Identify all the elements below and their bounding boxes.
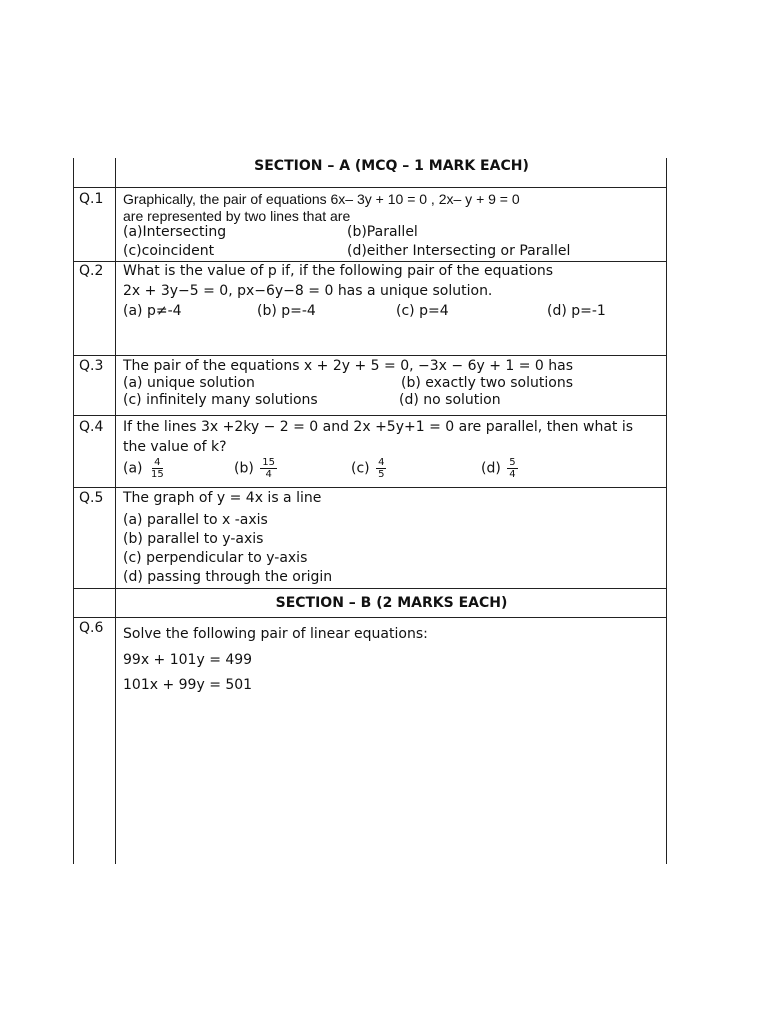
question-text: The pair of the equations x + 2y + 5 = 0, −3x − 6y + 1 = 0 has xyxy=(123,358,574,374)
option-c: (c) infinitely many solutions xyxy=(123,392,318,408)
fraction-numerator: 4 xyxy=(378,457,385,468)
fraction xyxy=(376,457,386,480)
question-text: 2x + 3y−5 = 0, px−6y−8 = 0 has a unique solution. xyxy=(123,283,493,299)
option-label: (a) xyxy=(123,460,143,477)
option-a xyxy=(123,457,168,480)
fraction xyxy=(149,457,166,480)
question-number: Q.1 xyxy=(79,191,104,207)
fraction-numerator: 4 xyxy=(154,457,161,468)
row-divider xyxy=(73,588,667,589)
section-a-title: SECTION – A (MCQ – 1 MARK EACH) xyxy=(254,158,529,174)
option-b: (b) parallel to y-axis xyxy=(123,531,264,547)
fraction-numerator: 5 xyxy=(509,457,516,468)
equation: 99x + 101y = 499 xyxy=(123,652,253,668)
fraction-denominator: 15 xyxy=(150,469,164,480)
option-a: (a) unique solution xyxy=(123,375,255,391)
equation: 101x + 99y = 501 xyxy=(123,677,253,693)
question-text: Graphically, the pair of equations 6x– 3y + 10 = 0 , 2x– y + 9 = 0 xyxy=(123,191,520,207)
table-right-border xyxy=(666,158,667,590)
fraction-denominator: 4 xyxy=(509,469,516,480)
table-right-border-lower xyxy=(666,588,667,864)
option-a: (a) p≠-4 xyxy=(123,303,182,319)
table-left-border xyxy=(73,158,74,864)
question-text: the value of k? xyxy=(123,439,227,455)
fraction xyxy=(260,457,277,480)
option-a: (a)Intersecting xyxy=(123,224,227,240)
question-table xyxy=(73,158,667,864)
option-b xyxy=(234,457,279,480)
option-d: (d)either Intersecting or Parallel xyxy=(347,243,571,259)
question-text: Solve the following pair of linear equations: xyxy=(123,626,428,642)
row-divider xyxy=(73,487,667,488)
question-text: If the lines 3x +2ky − 2 = 0 and 2x +5y+1 = 0 are parallel, then what is xyxy=(123,419,634,435)
fraction-denominator: 5 xyxy=(378,469,385,480)
option-b: (b) p=-4 xyxy=(257,303,316,319)
question-text: are represented by two lines that are xyxy=(123,208,351,224)
section-b-title: SECTION – B (2 MARKS EACH) xyxy=(275,595,508,611)
option-label: (c) xyxy=(351,460,370,477)
option-b: (b)Parallel xyxy=(347,224,418,240)
row-divider xyxy=(73,355,667,356)
row-divider xyxy=(73,415,667,416)
row-divider xyxy=(73,261,667,262)
option-c: (c) perpendicular to y-axis xyxy=(123,550,308,566)
question-number: Q.5 xyxy=(79,490,104,506)
row-divider xyxy=(73,187,667,188)
option-c: (c) p=4 xyxy=(396,303,449,319)
question-number: Q.6 xyxy=(79,620,104,636)
option-d xyxy=(481,457,520,480)
fraction-denominator: 4 xyxy=(265,469,272,480)
option-c: (c)coincident xyxy=(123,243,215,259)
option-d: (d) passing through the origin xyxy=(123,569,333,585)
question-text: The graph of y = 4x is a line xyxy=(123,490,322,506)
option-c xyxy=(351,457,388,480)
fraction xyxy=(507,457,517,480)
question-number: Q.4 xyxy=(79,419,104,435)
question-number: Q.3 xyxy=(79,358,104,374)
option-label: (b) xyxy=(234,460,254,477)
fraction-numerator: 15 xyxy=(262,457,275,468)
question-text: What is the value of p if, if the following pair of the equations xyxy=(123,263,554,279)
row-divider xyxy=(73,617,667,618)
option-a: (a) parallel to x -axis xyxy=(123,512,268,528)
question-number: Q.2 xyxy=(79,263,104,279)
option-label: (d) xyxy=(481,460,501,477)
option-b: (b) exactly two solutions xyxy=(401,375,573,391)
table-column-divider xyxy=(115,158,116,864)
option-d: (d) no solution xyxy=(399,392,501,408)
option-d: (d) p=-1 xyxy=(547,303,606,319)
